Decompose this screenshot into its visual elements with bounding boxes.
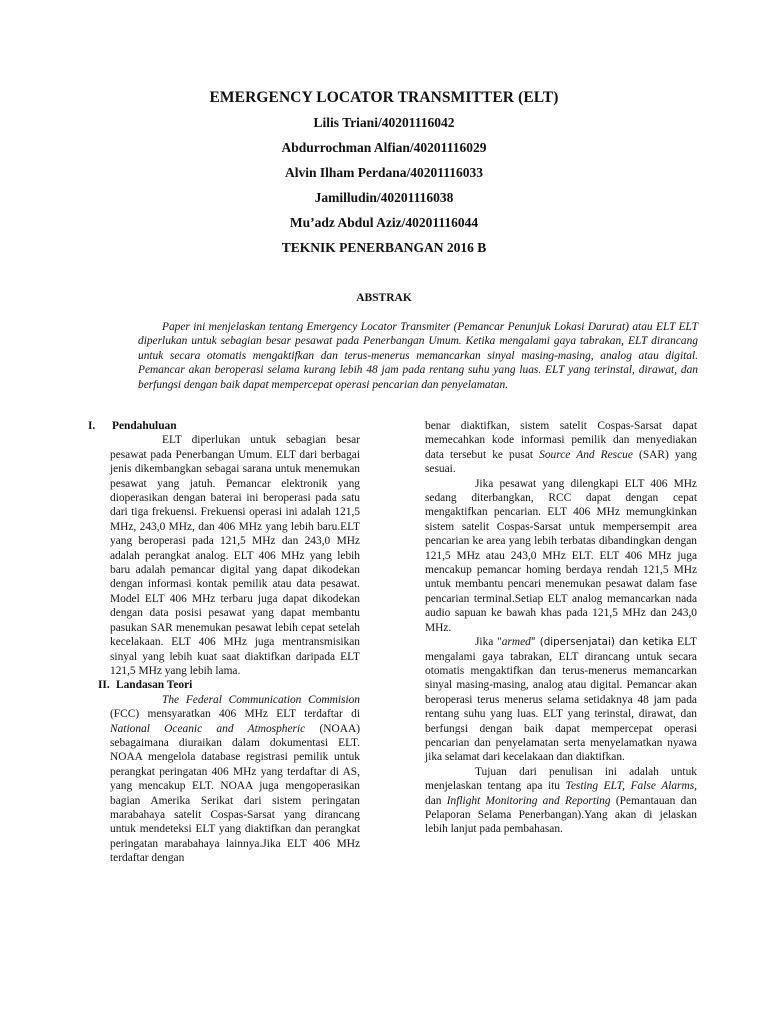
section-heading-theory xyxy=(88,678,360,692)
paragraph-text: (SAR) yang sesuai. xyxy=(425,448,697,476)
theory-paragraph xyxy=(110,693,360,866)
testing-term: Testing ELT, False Alarms, xyxy=(565,780,697,793)
section-title: Landasan Teori xyxy=(116,679,193,692)
inflight-term: Inflight Monitoring and Reporting xyxy=(446,794,611,807)
section-title: Pendahuluan xyxy=(112,420,177,432)
right-paragraph-4 xyxy=(425,765,697,837)
paragraph-text: Jika " xyxy=(475,636,502,649)
right-column xyxy=(425,419,697,837)
paragraph-text: dan xyxy=(425,794,447,807)
author-line: Abdurrochman Alfian/40201116029 xyxy=(281,140,487,155)
section-number: II. xyxy=(98,679,110,692)
author-line: Jamilludin/40201116038 xyxy=(314,190,454,205)
abstract-body: Paper ini menjelaskan tentang Emergency Locator Transmiter (Pemancar Penunjuk Lokasi Darurat) atau ELT ELT diperlukan untuk sebagian besar pesawat pada Penerbangan Umum. Ketika mengalami gaya tabrakan, ELT dirancang untuk secara otomatis mengaktifkan dan terus-menerus memancarkan sinyal masing-masing, analog atau digital. Pemancar akan beroperasi selama kurang lebih 48 jam pada rentang suhu yang luas. ELT yang terinstal, dirawat, dan berfungsi dengan baik dapat mempercepat operasi pencarian dan penyelamatan. xyxy=(138,321,698,391)
theory-text: (NOAA) sebagaimana diuraikan dalam dokumentasi ELT. NOAA mengelola database registrasi pemilik untuk perangkat peringatan 406 MHz yang terdaftar di AS, yang mencakup ELT. NOAA juga mengoperasikan bagian Amerika Serikat dari sistem peringatan marabahaya satelit Cospas-Sarsat yang dirancang untuk mendeteksi ELT yang diaktifkan dan perangkat peringatan marabahaya lainnya.Jika ELT 406 MHz terdaftar dengan xyxy=(110,722,360,865)
intro-paragraph: ELT diperlukan untuk sebagian besar pesawat pada Penerbangan Umum. ELT dari berbagai jenis dikembangkan sebagai sarana untuk menemukan pesawat yang jatuh. Pemancar elektronik yang dioperasikan dengan baterai ini beroperasi pada satu dari tiga frekuensi. Frekuensi operasi ini adalah 121,5 MHz, 243,0 MHz, dan 406 MHz yang lebih baru.ELT yang beroperasi pada 121,5 MHz dan 243,0 MHz adalah perangkat analog. ELT 406 MHz yang lebih baru adalah pemancar digital yang dapat dikodekan dengan informasi kontak pemilik atau data pesawat. Model ELT 406 MHz terbaru juga dapat dikodekan dengan data posisi pesawat yang dapat membantu pasukan SAR menemukan pesawat lebih cepat setelah kecelakaan. ELT 406 MHz juga mentransmisikan sinyal yang lebih kuat saat diaktifkan daripada ELT 121,5 MHz yang lebih lama. xyxy=(110,434,360,677)
paragraph-text: ELT mengalami gaya tabrakan, ELT dirancang untuk secara otomatis mengaktifkan dan terus-menerus memancarkan sinyal masing-masing, analog atau digital. Pemancar akan beroperasi terus menerus selama setidaknya 48 jam pada rentang suhu yang luas. ELT yang terinstal, dirawat, dan berfungsi dengan baik dapat mempercepat operasi pencarian dan penyelamatan serta menyelamatkan nyawa jika selamat dari kecelakaan dan diaktifkan. xyxy=(425,636,697,764)
left-column xyxy=(88,419,360,866)
section-heading-intro xyxy=(88,419,360,433)
abstract-heading: ABSTRAK xyxy=(356,292,412,304)
right-paragraph-2: Jika pesawat yang dilengkapi ELT 406 MHz sedang diterbangkan, RCC dapat dengan cepat mengaktifkan pencarian. ELT 406 MHz memungkinkan sistem satelit Cospas-Sarsat untuk mempersempit area pencarian ke area yang lebih terbatas dibandingkan dengan 121,5 MHz atau 243,0 MHz ELT. ELT 406 MHz juga mencakup pemancar homing berdaya rendah 121,5 MHz untuk membantu pencari menemukan pesawat dalam fase pencarian terminal.Setiap ELT analog memancarkan nada audio sapuan ke bawah khas pada 121,5 MHz dan 243,0 MHz. xyxy=(425,477,697,634)
section-number: I. xyxy=(88,420,96,432)
paragraph-text: (Pemantauan dan Pelaporan Selama Penerbangan).Yang akan di jelaskan lebih lanjut pada pembahasan. xyxy=(425,794,698,836)
right-paragraph-3 xyxy=(425,635,697,765)
right-paragraph-1 xyxy=(425,419,697,477)
abstract-text xyxy=(138,320,698,392)
author-line: Mu’adz Abdul Aziz/40201116044 xyxy=(289,215,479,230)
sar-name: Source And Rescue xyxy=(539,448,633,461)
affiliation-line: TEKNIK PENERBANGAN 2016 B xyxy=(281,240,487,255)
paragraph-text: " (dipersenjatai) dan ketika xyxy=(530,636,674,649)
paragraph-text: Tujuan dari penulisan ini adalah untuk menjelaskan tentang apa itu xyxy=(425,765,697,793)
noaa-name: National Oceanic and Atmospheric xyxy=(110,722,306,735)
armed-term: armed xyxy=(501,636,531,649)
theory-text: (FCC) mensyaratkan 406 MHz ELT terdaftar di xyxy=(110,708,360,721)
paper-title: EMERGENCY LOCATOR TRANSMITTER (ELT) xyxy=(209,89,559,106)
fcc-name: The Federal Communication Commision xyxy=(162,693,360,706)
author-line: Lilis Triani/40201116042 xyxy=(313,115,455,130)
author-line: Alvin Ilham Perdana/40201116033 xyxy=(284,165,484,180)
paragraph-text: benar diaktifkan, sistem satelit Cospas-Sarsat dapat memecahkan kode informasi pemilik dan menyediakan data tersebut ke pusat xyxy=(425,420,697,461)
